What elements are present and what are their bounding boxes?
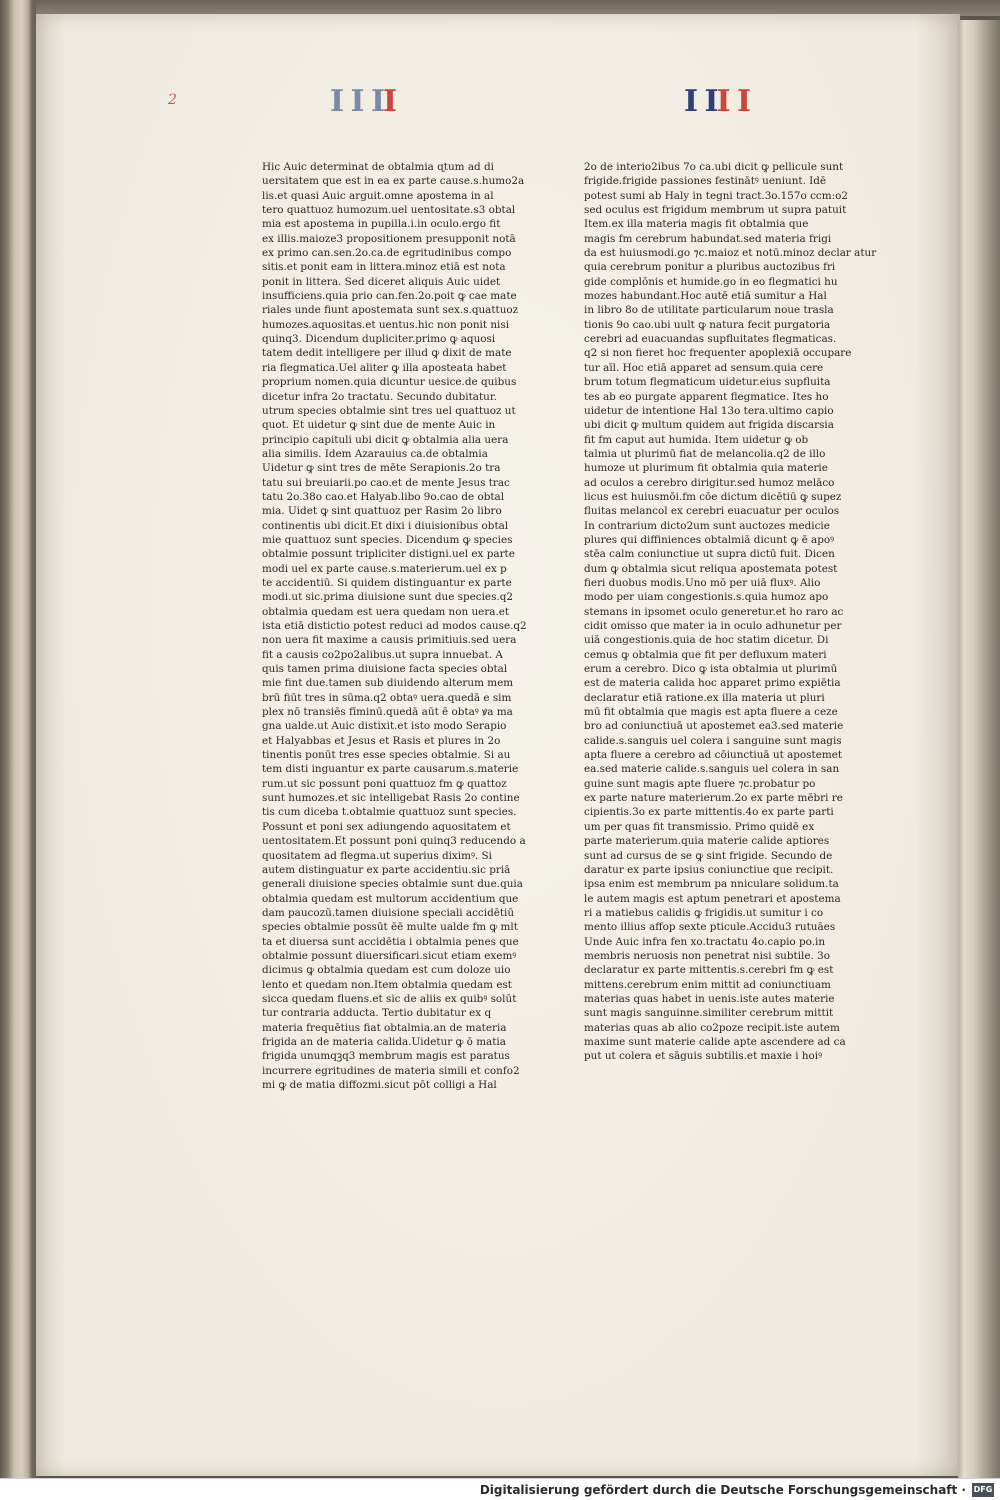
text-line: mento illius affop sexte pticule.Accidu3 rutuāes bbox=[584, 921, 836, 934]
running-head-right-b: I I bbox=[716, 83, 750, 119]
text-line: species obtalmie possūt ēē multe ualde fm ꝙ mlt bbox=[262, 921, 518, 934]
text-line: dam paucozū.tamen diuisione speciali accidētiū bbox=[262, 906, 515, 919]
text-line: Uidetur ꝙ sint tres de mēte Serapionis.2o tra bbox=[262, 462, 501, 475]
text-line: bro ad coniunctiuā ut apostemet ea3.sed materie bbox=[584, 720, 844, 733]
text-line: proprium nomen.quia dicuntur uesice.de quibus bbox=[262, 376, 517, 389]
text-line: tero quattuoz humozum.uel uentositate.s3 obtal bbox=[262, 204, 516, 217]
text-line: ria flegmatica.Uel aliter ꝙ illa aposteata habet bbox=[262, 361, 507, 374]
text-line: da est huiusmodi.go ⁊c.maioz et notū.minoz declar atur bbox=[584, 247, 877, 260]
text-line: uersitatem que est in ea ex parte cause.s.humo2a bbox=[262, 175, 525, 188]
text-line: cipientis.3o ex parte mittentis.4o ex parte parti bbox=[584, 806, 834, 819]
text-line: sunt ad cursus de se ꝙ sint frigide. Secundo de bbox=[584, 849, 833, 862]
text-line: calide.s.sanguis uel colera i sanguine sunt magis bbox=[584, 734, 842, 747]
text-line: fluitas melancol ex cerebri euacuatur per oculos bbox=[584, 505, 840, 518]
text-line: cidit omisso que mater ia in oculo adhunetur per bbox=[584, 620, 842, 632]
running-head-left bbox=[330, 84, 395, 118]
running-head-right-a: I I bbox=[684, 83, 717, 119]
text-line: ex illis.maioze3 propositionem presupponit notā bbox=[262, 232, 516, 245]
text-line: magis fm cerebrum habundat.sed materia frigi bbox=[584, 232, 832, 245]
text-line: plex nō transiēs fīminū.quedā aūt ē obtaꝰ ꝟa ma bbox=[262, 706, 513, 719]
text-line: tinentis ponūt tres esse species obtalmie. Si au bbox=[262, 749, 511, 762]
text-line: tur contraria adducta. Tertio dubitatur ex q bbox=[262, 1007, 492, 1020]
text-line: mie fint due.tamen sub diuidendo alterum mem bbox=[262, 677, 514, 690]
text-line: parte materierum.quia materie calide aptiores bbox=[584, 835, 830, 848]
text-line: modi.ut sic.prima diuisione sunt due species.q2 bbox=[262, 591, 513, 604]
text-line: ubi dicit ꝙ multum quidem aut frigida discarsia bbox=[584, 419, 834, 432]
running-head-left-a: I I I bbox=[330, 83, 383, 119]
text-line: obtalmie possunt diuersificari.sicut etiam exemꝰ bbox=[262, 949, 517, 962]
text-line: sitis.et ponit eam in littera.minoz etiā est nota bbox=[262, 261, 506, 274]
text-line: tatem dedit intelligere per illud ꝙ dixit de mate bbox=[262, 347, 512, 360]
text-line: autem distinguatur ex parte accidentiu.sic priā bbox=[262, 863, 511, 876]
text-line: cemus ꝙ obtalmia que fit per defluxum materi bbox=[584, 648, 827, 661]
text-line: guine sunt magis apte fluere ⁊c.probatur po bbox=[584, 777, 816, 790]
text-line: quis tamen prima diuisione facta species obtal bbox=[262, 663, 508, 676]
text-line: ad oculos a cerebro dirigitur.sed humoz melāco bbox=[584, 476, 835, 489]
text-line: fit a causis co2po2alibus.ut supra innuebat. A bbox=[262, 648, 503, 661]
text-line: declaratur ex parte mittentis.s.cerebri fm ꝙ est bbox=[584, 964, 834, 977]
text-line: principio capituli ubi dicit ꝙ obtalmia alia uera bbox=[262, 433, 509, 446]
text-line: insufficiens.quia prio can.fen.2o.poit ꝙ cae mate bbox=[262, 290, 517, 303]
text-line: apta fluere a cerebro ad cōiunctiuā ut apostemet bbox=[584, 749, 843, 762]
text-line: sunt humozes.et sic intelligebat Rasis 2o contine bbox=[262, 792, 520, 805]
text-line: riales unde fiunt apostemata sunt sex.s.quattuoz bbox=[262, 304, 519, 317]
text-line: ri a matiebus calidis ꝙ frigidis.ut sumitur i co bbox=[584, 906, 824, 919]
text-line: mia est apostema in pupilla.i.in oculo.ergo fit bbox=[262, 218, 501, 231]
text-line: brū fiūt tres in sūma.q2 obtaꝰ uera.quedā e sim bbox=[262, 691, 512, 704]
text-line: In contrarium dicto2um sunt auctozes medicie bbox=[584, 519, 830, 532]
text-line: ex parte nature materierum.2o ex parte mēbri re bbox=[584, 792, 843, 805]
text-line: materias quas habet in uenis.iste autes materie bbox=[584, 992, 835, 1005]
text-line: 2o de interio2ibus 7o ca.ubi dicit ꝙ pellicule sunt bbox=[584, 161, 844, 173]
text-line: mi ꝙ de matia diffozmi.sicut pōt colligi a Hal bbox=[262, 1079, 497, 1091]
text-line: in libro 8o de utilitate particularum noue trasla bbox=[584, 304, 834, 317]
text-line: lento et quedam non.Item obtalmia quedam est bbox=[262, 978, 512, 991]
text-line: Hic Auic determinat de obtalmia ɋtum ad di bbox=[262, 161, 494, 173]
text-line: modi uel ex parte cause.s.materierum.uel ex p bbox=[262, 562, 507, 575]
text-line: fieri duobus modis.Uno mō per uiā fluxꝰ. Alio bbox=[584, 576, 821, 589]
text-column-left bbox=[262, 160, 527, 1092]
text-line: sicca quedam fluens.et sic de aliis ex quibꝰ solūt bbox=[262, 992, 517, 1005]
text-line: frigida an de materia calida.Uidetur ꝙ ō matia bbox=[262, 1035, 506, 1048]
text-line: tionis 9o cao.ubi uult ꝙ natura fecit purgatoria bbox=[584, 318, 831, 331]
text-line: dicetur infra 2o tractatu. Secundo dubitatur. bbox=[262, 390, 497, 403]
text-line: licus est huiusmōi.fm cōe dictum dicētiū ꝙ supez bbox=[584, 490, 842, 503]
text-line: materias quas ab alio co2poze recipit.iste autem bbox=[584, 1021, 840, 1034]
text-line: ex primo can.sen.2o.ca.de egritudinibus compo bbox=[262, 247, 512, 260]
text-line: uidetur de intentione Hal 13o tera.ultimo capio bbox=[584, 404, 834, 417]
text-line: put ut colera et sāguis subtilis.et maxie i hoiꝰ bbox=[584, 1050, 823, 1063]
text-line: frigide.frigide passiones festinātꝰ ueniunt. Idē bbox=[584, 175, 827, 188]
text-line: Unde Auic infra fen xo.tractatu 4o.capio po.in bbox=[584, 935, 826, 948]
text-line: humozes.aquositas.et uentus.hic non ponit nisi bbox=[262, 318, 510, 331]
text-line: mū fit obtalmia que magis est apta fluere a ceze bbox=[584, 706, 838, 719]
text-line: mozes habundant.Hoc autē etiā sumitur a Hal bbox=[584, 290, 827, 303]
text-line: sunt magis sanguinne.similiter cerebrum mittit bbox=[584, 1007, 834, 1020]
text-line: materia frequētius fiat obtalmia.an de materia bbox=[262, 1021, 507, 1034]
running-head-left-b: I bbox=[383, 83, 396, 119]
text-line: mia. Uidet ꝙ sint quattuoz per Rasim 2o libro bbox=[262, 505, 502, 518]
text-line: Item.ex illa materia magis fit obtalmia que bbox=[584, 218, 809, 231]
text-line: lis.et quasi Auic arguit.omne apostema in al bbox=[262, 189, 494, 202]
text-line: et Halyabbas et Jesus et Rasis et plures in 2o bbox=[262, 734, 501, 747]
text-line: rum.ut sic possunt poni quattuoz fm ꝙ quattoz bbox=[262, 777, 507, 790]
text-line: declaratur etiā ratione.ex illa materia ut pluri bbox=[584, 691, 825, 704]
text-line: tis cum diceba t.obtalmie quattuoz sunt species. bbox=[262, 806, 517, 819]
text-line: brum totum flegmaticum uidetur.eius supfluita bbox=[584, 376, 831, 389]
text-line: tes ab eo purgate apparent flegmatice. Ites ho bbox=[584, 390, 829, 403]
text-line: dum ꝙ obtalmia sicut reliqua apostemata potest bbox=[584, 562, 838, 575]
text-line: daratur ex parte ipsius coniunctiue que recipit. bbox=[584, 863, 834, 876]
text-line: uentositatem.Et possunt poni quinq3 reducendo a bbox=[262, 835, 526, 848]
text-line: uiā congestionis.quia de hoc statim dicetur. Di bbox=[584, 634, 829, 647]
footer-bar bbox=[0, 1478, 1000, 1500]
text-line: stemans in ipsomet oculo generetur.et ho raro ac bbox=[584, 605, 844, 618]
text-line: quinq3. Dicendum dupliciter.primo ꝙ aquosi bbox=[262, 333, 496, 346]
text-line: ta et diuersa sunt accidētia i obtalmia penes que bbox=[262, 935, 519, 948]
text-line: tem disti inguantur ex parte causarum.s.materie bbox=[262, 763, 519, 776]
text-column-right bbox=[584, 160, 877, 1064]
text-line: te accidentiū. Si quidem distinguantur ex parte bbox=[262, 576, 512, 589]
text-line: utrum species obtalmie sint tres uel quattuoz ut bbox=[262, 404, 516, 417]
text-line: obtalmie possunt tripliciter distigni.uel ex parte bbox=[262, 548, 515, 561]
text-line: modo per uiam congestionis.s.quia humoz apo bbox=[584, 591, 829, 604]
text-line: ponit in littera. Sed diceret aliquis Auic uidet bbox=[262, 275, 501, 288]
running-head-right bbox=[684, 84, 749, 118]
text-line: mie quattuoz sunt species. Dicendum ꝙ species bbox=[262, 533, 513, 546]
text-line: obtalmia quedam est uera quedam non uera.et bbox=[262, 605, 510, 618]
text-line: sed oculus est frigidum membrum ut supra patuit bbox=[584, 204, 847, 217]
text-line: gide complōnis et humide.go in eo flegmatici hu bbox=[584, 275, 838, 288]
text-line: fit fm caput aut humida. Item uidetur ꝙ ob bbox=[584, 433, 809, 446]
text-line: quot. Et uidetur ꝙ sint due de mente Auic in bbox=[262, 419, 496, 432]
text-line: tatu 2o.38o cao.et Halyab.libo 9o.cao de obtal bbox=[262, 490, 505, 503]
text-line: ea.sed materie calide.s.sanguis uel colera in san bbox=[584, 763, 840, 776]
text-line: gna ualde.ut Auic distixit.et isto modo Serapio bbox=[262, 720, 507, 733]
text-line: est de materia calida hoc apparet primo expiētia bbox=[584, 677, 841, 690]
text-line: obtalmia quedam est multorum accidentium que bbox=[262, 892, 519, 905]
text-line: tatu sui breuiarii.po cao.et de mente Jesus trac bbox=[262, 476, 510, 489]
text-line: le autem magis est aptum penetrari et apostema bbox=[584, 892, 841, 905]
text-line: mittens.cerebrum enim mittit ad coniunctiuam bbox=[584, 978, 831, 991]
text-line: frigida unumqꝫq3 membrum magis est paratus bbox=[262, 1050, 510, 1063]
text-line: humoze ut plurimum fit obtalmia quia materie bbox=[584, 462, 828, 475]
funding-credit: Digitalisierung gefördert durch die Deutsche Forschungsgemeinschaft · bbox=[479, 1482, 966, 1497]
text-line: q2 si non fieret hoc frequenter apoplexiā occupare bbox=[584, 347, 852, 360]
text-line: Possunt et poni sex adiungendo aquositatem et bbox=[262, 820, 511, 833]
text-line: alia similis. Idem Azarauius ca.de obtalmia bbox=[262, 447, 488, 460]
text-line: incurrere egritudines de materia simili et confo2 bbox=[262, 1064, 520, 1077]
text-line: quia cerebrum ponitur a pluribus auctozibus fri bbox=[584, 261, 836, 274]
text-line: quositatem ad flegma.ut superius diximꝰ. Si bbox=[262, 849, 492, 862]
dfg-logo: DFG bbox=[972, 1483, 994, 1497]
text-line: generali diuisione species obtalmie sunt due.quia bbox=[262, 878, 523, 891]
text-line: tur aīl. Hoc etiā apparet ad sensum.quia cere bbox=[584, 361, 824, 374]
text-line: membris neruosis non penetrat nisi subtile. 3o bbox=[584, 949, 830, 962]
text-line: plures qui diffiniences obtalmiā dicunt ꝙ ē apoꝰ bbox=[584, 533, 835, 546]
text-line: continentis ubi dicit.Et dixi i diuisionibus obtal bbox=[262, 519, 509, 532]
text-line: ipsa enim est membrum pa nniculare solidum.ta bbox=[584, 878, 839, 891]
text-line: dicimus ꝙ obtalmia quedam est cum doloze uio bbox=[262, 964, 511, 977]
text-line: potest sumi ab Haly in tegni tract.3o.157o ccm:o2 bbox=[584, 189, 848, 202]
margin-number: 2 bbox=[168, 92, 177, 108]
page-edge-right bbox=[958, 20, 1000, 1480]
text-line: erum a cerebro. Dico ꝙ ista obtalmia ut plurimū bbox=[584, 663, 838, 676]
text-line: stēa calm coniunctiue ut supra dictū fuit. Dicen bbox=[584, 548, 835, 561]
text-line: maxime sunt materie calide apte ascendere ad ca bbox=[584, 1035, 846, 1048]
text-line: ista etiā distictio potest reduci ad modos cause.q2 bbox=[262, 620, 527, 632]
text-line: non uera fit maxime a causis primitiuis.sed uera bbox=[262, 634, 517, 647]
text-line: um per quas fit transmissio. Primo quidē ex bbox=[584, 820, 815, 833]
text-line: talmia ut plurimū fiat de melancolia.q2 de illo bbox=[584, 447, 826, 460]
text-line: cerebri ad euacuandas supfluitates flegmaticas. bbox=[584, 333, 837, 346]
